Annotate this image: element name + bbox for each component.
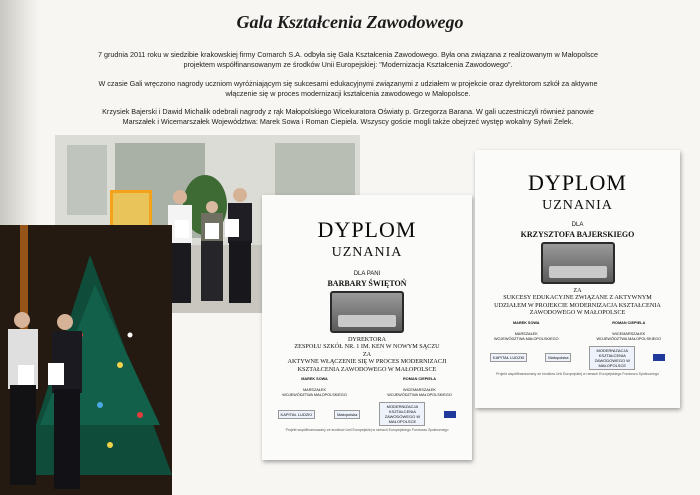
diploma-krzysztof	[475, 150, 680, 408]
diploma-barbara	[262, 195, 472, 460]
diploma-text: ZA SUKCESY EDUKACYJNE ZWIĄZANE Z AKTYWNYM UDZIAŁEM W PROJEKCIE MODERNIZACJA KSZTAŁCENIA ZAWODOWEGO W MAŁOPOLSCE	[494, 286, 661, 317]
signer-1-name: MAREK SOWA	[512, 320, 540, 325]
signature-block-1	[494, 321, 559, 342]
diploma-logos	[481, 346, 674, 370]
diploma-for-label: DLA PANI	[353, 271, 381, 277]
diploma-recipient: BARBARY ŚWIĘTOŃ	[327, 278, 407, 288]
malopolska-logo: Małopolska	[545, 353, 571, 362]
diploma-signatures	[475, 321, 680, 342]
page-title: Gala Kształcenia Zawodowego	[236, 12, 464, 32]
signer-1-role: MARSZAŁEK WOJEWÓDZTWA MAŁOPOLSKIEGO	[493, 331, 559, 341]
signer-1-name: MAREK SOWA	[301, 377, 328, 382]
signature-block-2	[387, 377, 452, 398]
signer-2-name: ROMAN CIEPIELA	[403, 377, 436, 382]
diploma-signatures	[262, 377, 472, 398]
eu-flag-icon	[444, 411, 456, 418]
diploma-for-label: DLA	[571, 222, 584, 228]
award-case-image	[541, 242, 615, 284]
diploma-subtitle: UZNANIA	[331, 245, 403, 260]
signer-2-name: ROMAN CIEPIELA	[612, 320, 646, 325]
christmas-tree-photo-drawing	[0, 225, 172, 495]
diploma-footer: Projekt współfinansowany ze środków Unii Europejskiej w ramach Europejskiego Funduszu Społecznego	[285, 428, 449, 433]
diploma-text: DYREKTORA ZESPOŁU SZKÓŁ NR. 1 IM. KEN W NOWYM SĄCZU ZA AKTYWNE WŁĄCZENIE SIĘ W PROCES MODERNIZACJI KSZTAŁCENIA ZAWODOWEGO W MAŁOPOLSCE	[287, 335, 447, 373]
diploma-subtitle: UZNANIA	[542, 198, 613, 213]
malopolska-logo: Małopolska	[334, 410, 360, 419]
signer-2-role: WICEMARSZAŁEK WOJEWÓDZTWA MAŁOPOLSKIEGO	[596, 331, 662, 341]
diploma-title: DYPLOM	[528, 170, 627, 195]
diploma-logos	[268, 402, 466, 426]
signature-block-1	[282, 377, 347, 398]
paragraph-1: 7 grudnia 2011 roku w siedzibie krakowskiej firmy Comarch S.A. odbyła się Gala Kształcenia Zawodowego. Była ona związana z realizowanym w Małopolsce projektem współfinansowanym ze środków Unii Europejskiej: "Modernizacja Kształcenia Zawodowego".	[97, 50, 599, 69]
paragraph-2: W czasie Gali wręczono nagrody uczniom wyróżniającym się sukcesami edukacyjnymi związanymi z udziałem w projekcie oraz dyrektorom szkół za aktywne włączenie się w proces modernizacji kształcenia zawodowego w Małopolsce.	[98, 79, 598, 98]
diploma-footer: Projekt współfinansowany ze środków Unii Europejskiej w ramach Europejskiego Funduszu Społecznego	[496, 371, 659, 376]
diploma-title: DYPLOM	[317, 217, 417, 242]
christmas-tree-photo	[0, 225, 172, 495]
signer-1-role: MARSZAŁEK WOJEWÓDZTWA MAŁOPOLSKIEGO	[282, 388, 347, 398]
kapital-ludzki-logo: KAPITAŁ LUDZKI	[490, 353, 528, 362]
award-case-image	[330, 291, 404, 333]
signer-2-role: WICEMARSZAŁEK WOJEWÓDZTWA MAŁOPOLSKIEGO	[387, 388, 452, 398]
diploma-recipient: KRZYSZTOFA BAJERSKIEGO	[520, 229, 635, 239]
kapital-ludzki-logo: KAPITAŁ LUDZKI	[278, 410, 316, 419]
modernizacja-logo: MODERNIZACJA KSZTAŁCENIA ZAWODOWEGO W MAŁOPOLSCE	[379, 402, 425, 426]
signature-block-2	[596, 321, 661, 342]
eu-flag-icon	[653, 354, 665, 361]
modernizacja-logo: MODERNIZACJA KSZTAŁCENIA ZAWODOWEGO W MAŁOPOLSCE	[589, 346, 635, 370]
paragraph-3: Krzysiek Bajerski i Dawid Michalik odebrali nagrody z rąk Małopolskiego Wicekuratora Oświaty p. Grzegorza Barana. W gali uczestniczyli również panowie Marszałek i Wicemarszałek Województwa: Marek Sowa i Roman Ciepiela. Wszyscy goście mogli także obejrzeć występ wokalny Sylwii Żelek.	[102, 107, 594, 126]
